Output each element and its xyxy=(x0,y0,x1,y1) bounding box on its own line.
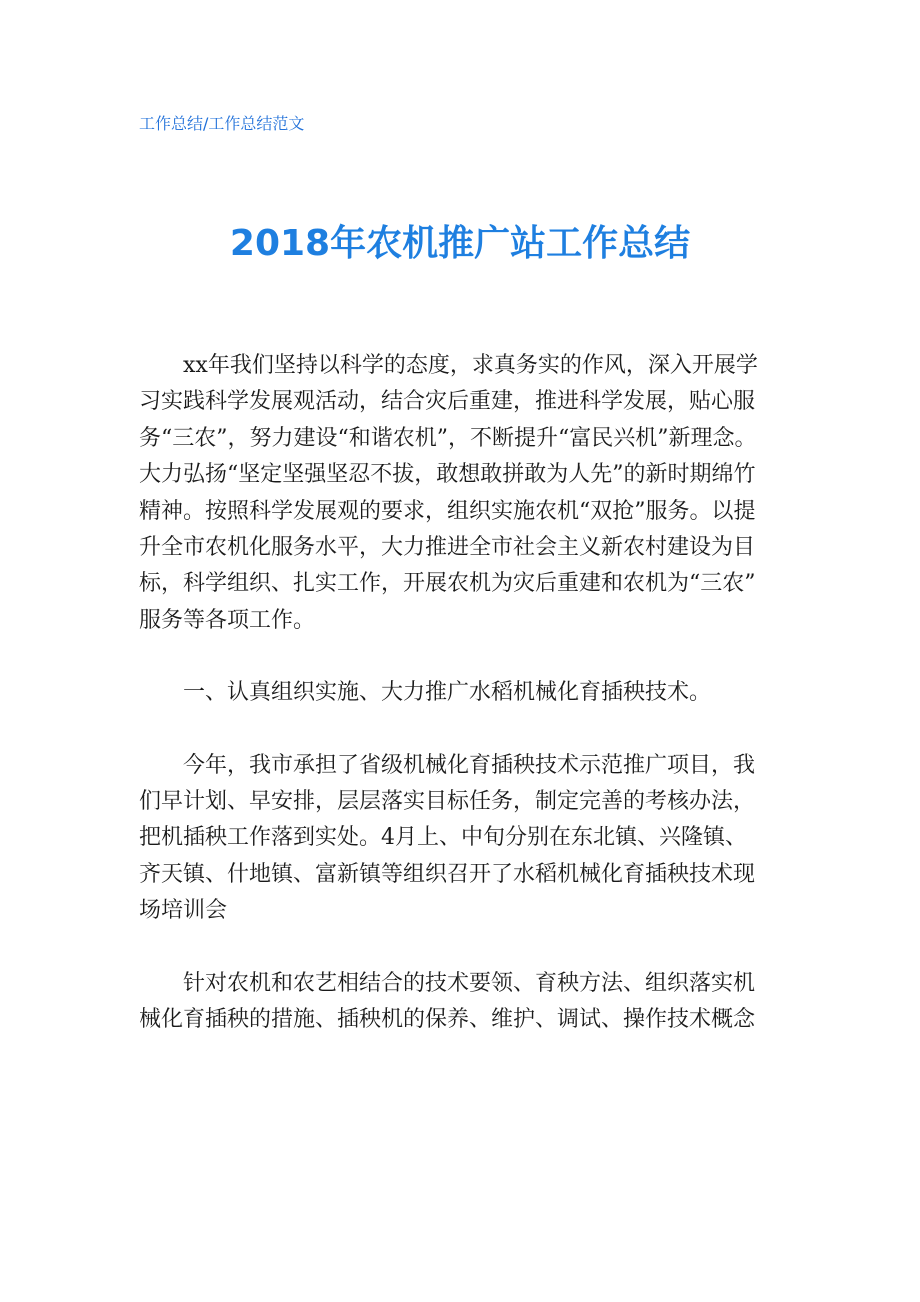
text-line: 升全市农机化服务水平，大力推进全市社会主义新农村建设为目 xyxy=(139,535,756,561)
paragraph-spacer xyxy=(139,639,785,675)
document-title: 2018年农机推广站工作总结 xyxy=(229,223,691,264)
breadcrumb[interactable]: 工作总结/工作总结范文 xyxy=(139,114,305,133)
text-line: 们早计划、早安排，层层落实目标任务，制定完善的考核办法， xyxy=(139,789,756,815)
text-line: 场培训会 xyxy=(139,898,228,924)
text-line: 大力弘扬“坚定坚强坚忍不拔，敢想敢拼敢为人先”的新时期绵竹 xyxy=(139,462,756,488)
text-line: 服务等各项工作。 xyxy=(139,607,316,633)
paragraph-section-1-cont xyxy=(139,966,785,1039)
text-line: 精神。按照科学发展观的要求，组织实施农机“双抢”服务。以提 xyxy=(139,498,756,524)
text-line: 习实践科学发展观活动，结合灾后重建，推进科学发展，贴心服 xyxy=(139,389,756,415)
paragraph-spacer xyxy=(139,930,785,966)
text-line: 针对农机和农艺相结合的技术要领、育秧方法、组织落实机 xyxy=(183,970,756,996)
text-line: 齐天镇、什地镇、富新镇等组织召开了水稻机械化育插秧技术现 xyxy=(139,861,756,887)
paragraph-section-1 xyxy=(139,748,785,930)
paragraph-spacer xyxy=(139,712,785,748)
text-line: 把机插秧工作落到实处。4月上、中旬分别在东北镇、兴隆镇、 xyxy=(139,825,747,851)
document-body xyxy=(139,348,785,1039)
text-line: 标，科学组织、扎实工作，开展农机为灾后重建和农机为“三农” xyxy=(139,571,756,597)
text-line: xx年我们坚持以科学的态度，求真务实的作风，深入开展学 xyxy=(183,353,758,378)
section-heading-1 xyxy=(139,675,785,711)
text-line: 务“三农”，努力建设“和谐农机”，不断提升“富民兴机”新理念。 xyxy=(139,425,757,451)
text-line: 一、认真组织实施、大力推广水稻机械化育插秧技术。 xyxy=(183,680,712,706)
text-line: 械化育插秧的措施、插秧机的保养、维护、调试、操作技术概念 xyxy=(139,1007,756,1033)
paragraph-intro xyxy=(139,348,785,639)
text-line: 今年，我市承担了省级机械化育插秧技术示范推广项目，我 xyxy=(183,752,756,778)
